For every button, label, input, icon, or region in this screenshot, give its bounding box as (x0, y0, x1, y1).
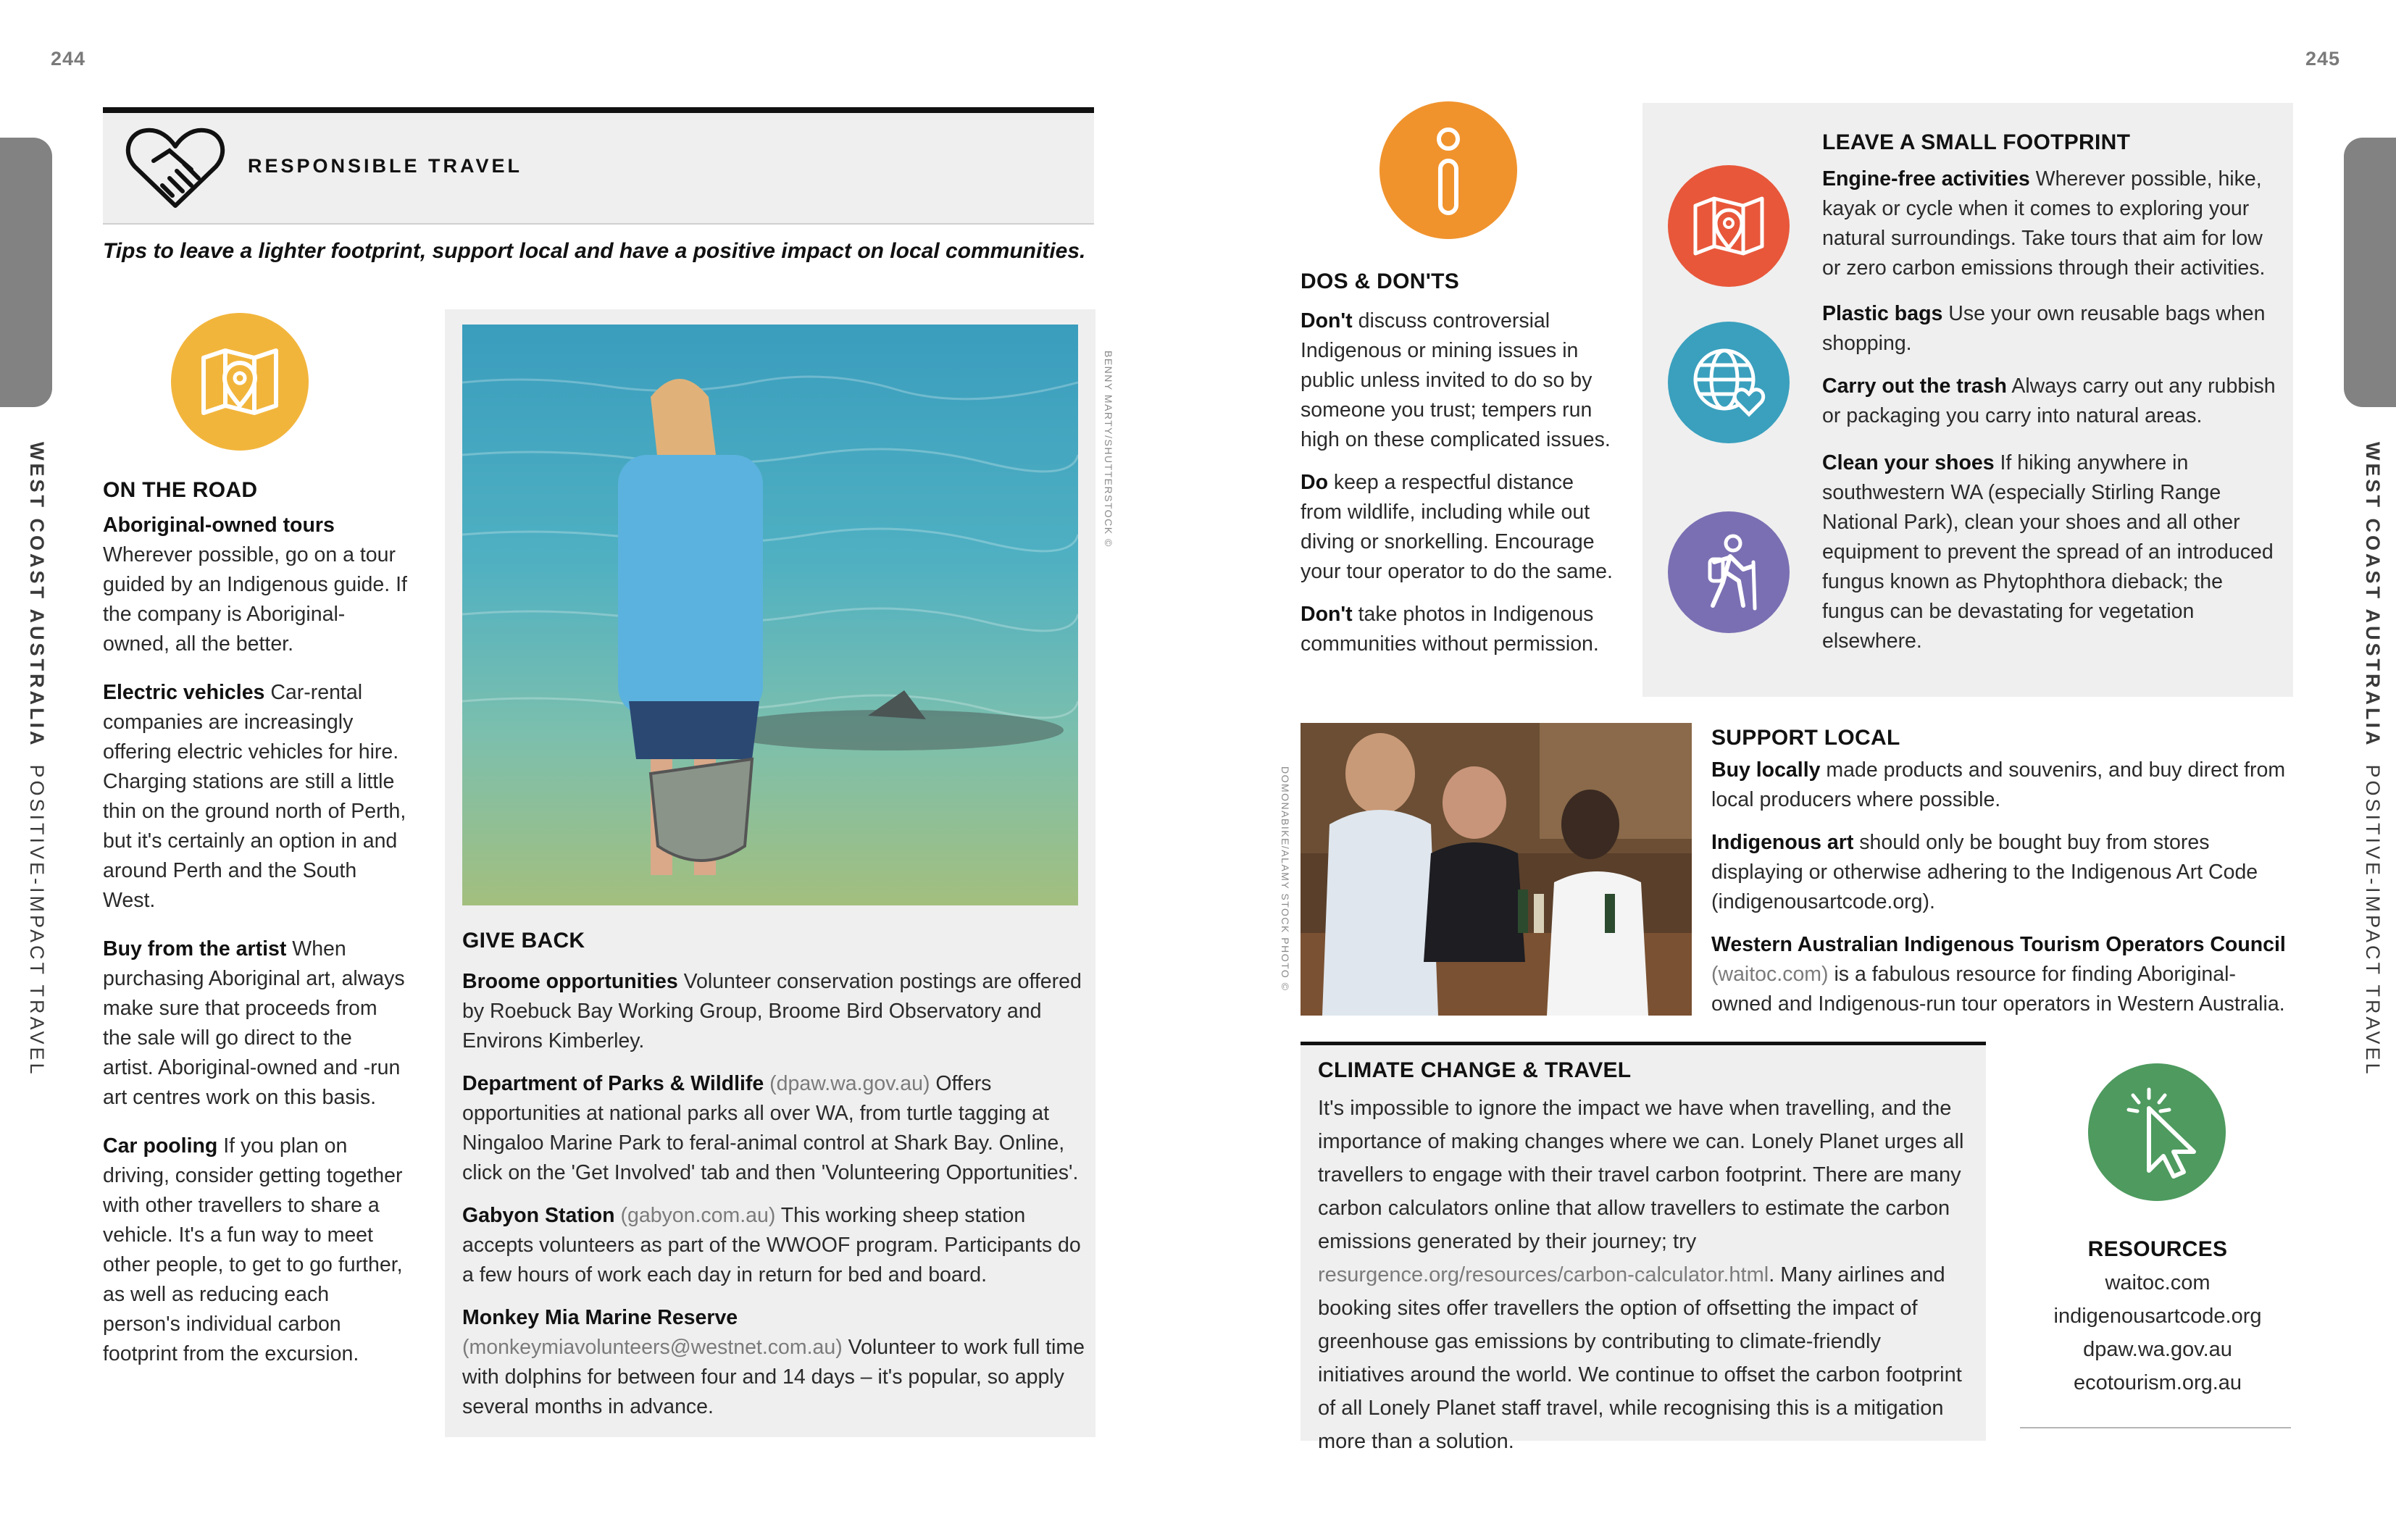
resource-link[interactable]: indigenousartcode.org (2053, 1305, 2262, 1328)
cursor-click-icon (2088, 1063, 2226, 1201)
resource-link[interactable]: dpaw.wa.gov.au (2083, 1338, 2232, 1361)
page-number-left: 244 (51, 48, 86, 70)
list-item: Don't take photos in Indigenous communities without permission. (1301, 603, 1599, 656)
climate-link[interactable]: resurgence.org/resources/carbon-calculator.html (1318, 1263, 1769, 1286)
running-head-right (2361, 442, 2384, 1077)
climate-box (1301, 1042, 1986, 1453)
list-item: Western Australian Indigenous Tourism Operators Council (waitoc.com) is a fabulous resource for finding Aboriginal-owned and Indigenous-run tour operators in Western Australia. (1711, 933, 2286, 1016)
climate-heading: CLIMATE CHANGE & TRAVEL (1318, 1058, 1632, 1082)
resources-section (2020, 1237, 2295, 1399)
list-item: Car pooling If you plan on driving, consider getting together with other travellers to share a vehicle. It's a fun way to meet other people, to get to go further, as well as reducing each person's individual carbon footprint from the excursion. (103, 1134, 403, 1365)
intro-text: Tips to leave a lighter footprint, support local and have a positive impact on local communities. (103, 239, 1086, 263)
list-item: Gabyon Station (gabyon.com.au) This working sheep station accepts volunteers as part of the WWOOF program. Participants do a few hours of work each day in return for bed and board. (462, 1204, 1081, 1286)
list-item: Department of Parks & Wildlife (dpaw.wa.gov.au) Offers opportunities at national parks all over WA, from turtle tagging at Ningaloo Marine Park to feral-animal control at Shark Bay. Online, click on the 'Get Involved' tab and then 'Volunteering Opportunities'. (462, 1072, 1079, 1184)
list-item: Electric vehicles Car-rental companies are increasingly offering electric vehicles for hire. Charging stations are still a little thin on the ground north of Perth, but it's certainly an option in and around Perth and the South West. (103, 681, 406, 912)
photo-credit: DOMONABIKE/ALAMY STOCK PHOTO © (1280, 766, 1291, 992)
hiker-icon (1668, 511, 1790, 633)
give-back-heading: GIVE BACK (462, 929, 585, 953)
on-the-road-heading: ON THE ROAD (103, 478, 258, 502)
list-item: Don't discuss controversial Indigenous or mining issues in public unless invited to do so by someone you trust; tempers run high on these complicated issues. (1301, 309, 1611, 451)
list-item: Buy from the artist When purchasing Aboriginal art, always make sure that proceeds from the sale will go direct to the artist. Aboriginal-owned and -run art centres work on this basis. (103, 937, 405, 1109)
list-item: Buy locally made products and souvenirs, and buy direct from local producers where possible. (1711, 758, 2286, 811)
list-item: Engine-free activities Wherever possible, hike, kayak or cycle when it comes to exploring your natural surroundings. Take tours that aim for low or zero carbon emissions through their activities. (1822, 167, 2266, 280)
list-item: Do keep a respectful distance from wildlife, including while out diving or snorkelling. Encourage your tour operator to do the same. (1301, 471, 1613, 583)
on-the-road-section (103, 475, 407, 1382)
map-pin-icon (171, 313, 309, 451)
resources-heading: RESOURCES (2087, 1237, 2228, 1261)
give-back-section (462, 926, 1085, 1435)
list-item: Indigenous art should only be bought buy from stores displaying or otherwise adhering to the Indigenous Art Code (indigenousartcode.org). (1711, 831, 2258, 913)
running-head-section: WEST COAST AUSTRALIA (2362, 442, 2384, 748)
footprint-heading: LEAVE A SMALL FOOTPRINT (1822, 130, 2131, 154)
climate-text: It's impossible to ignore the impact we have when travelling, and the importance of making changes where we can. Lonely Planet urges all travellers to engage with their travel carbon footprint. There are many carbon calculators online that allow travellers to estimate the carbon emissions generated by their journey; try resurgence.org/resources/carbon-calculator.html. Many airlines and booking sites offer travellers the option of offsetting the impact of greenhouse gas emissions by contributing to climate-friendly initiatives around the world. We continue to offset the carbon footprint of all Lonely Planet staff travel, while recognising this is a mitigation more than a solution. (1318, 1097, 1964, 1453)
list-item: Carry out the trash Always carry out any rubbish or packaging you carry into natural areas. (1822, 374, 2276, 427)
photo-credit: BENNY MARTY/SHUTTERSTOCK © (1103, 351, 1114, 548)
map-pin-icon (1668, 165, 1790, 287)
dos-donts-section (1301, 267, 1614, 672)
running-head-left (25, 442, 48, 1077)
page-number-right: 245 (2305, 48, 2341, 70)
list-item: Monkey Mia Marine Reserve (monkeymiavolunteers@westnet.com.au) Volunteer to work full time with dolphins for between four and 14 days – it's popular, so apply several months in advance. (462, 1306, 1085, 1418)
support-local-section (1711, 723, 2291, 1032)
banner-title: RESPONSIBLE TRAVEL (248, 155, 523, 177)
running-head-section: WEST COAST AUSTRALIA (26, 442, 48, 748)
running-head-chapter: POSITIVE-IMPACT TRAVEL (2362, 764, 2384, 1077)
list-item: Plastic bags Use your own reusable bags when shopping. (1822, 302, 2266, 355)
running-head-chapter: POSITIVE-IMPACT TRAVEL (26, 764, 48, 1077)
dolphin-photo (462, 325, 1078, 905)
heart-handshake-icon (125, 126, 226, 210)
list-item: Broome opportunities Volunteer conservation postings are offered by Roebuck Bay Working Group, Broome Bird Observatory and Environs Kimberley. (462, 970, 1082, 1053)
dos-donts-heading: DOS & DON'TS (1301, 269, 1460, 293)
footprint-section (1822, 127, 2277, 669)
resource-link[interactable]: ecotourism.org.au (2073, 1371, 2242, 1394)
wine-tasting-photo (1301, 723, 1692, 1016)
responsible-travel-banner (103, 107, 1094, 225)
globe-heart-icon (1668, 322, 1790, 443)
list-item: Aboriginal-owned tours Wherever possible, go on a tour guided by an Indigenous guide. If the company is Aboriginal-owned, all the better. (103, 514, 407, 656)
support-local-heading: SUPPORT LOCAL (1711, 726, 1900, 750)
list-item: Clean your shoes If hiking anywhere in southwestern WA (especially Stirling Range National Park), clean your shoes and all other equipment to prevent the spread of an introduced fungus known as Phytophthora dieback; the fungus can be devastating for vegetation elsewhere. (1822, 451, 2274, 653)
resource-link[interactable]: waitoc.com (2105, 1271, 2211, 1294)
info-icon (1379, 101, 1517, 239)
divider (2020, 1427, 2291, 1428)
page-tab-left (0, 138, 52, 407)
page-tab-right (2344, 138, 2396, 407)
